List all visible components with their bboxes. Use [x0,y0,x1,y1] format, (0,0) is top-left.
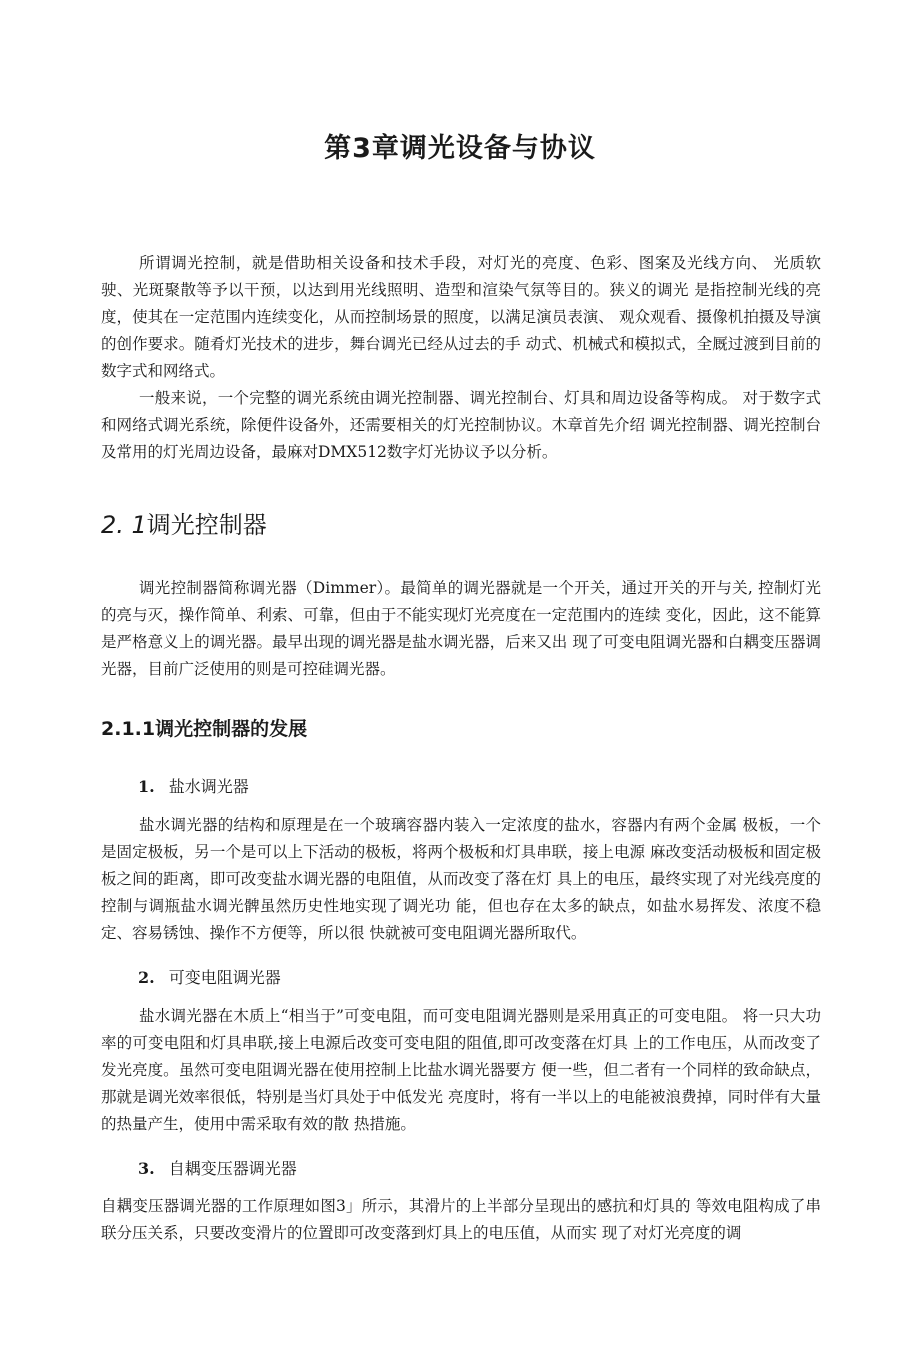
item-number: 2. [138,968,155,987]
item-heading-2 [138,965,281,988]
item-paragraph-1: 盐水调光器的结构和原理是在一个玻璃容器内装入一定浓度的盐水，容器内有两个金属 极板，一个是固定极板，另一个是可以上下活动的极板，将两个极板和灯具串联，接上电源 麻改变活动极板和固定极板之间的距离，即可改变盐水调光器的电阻值，从而改变了落在灯 具上的电压，最终实现了对光线亮度的控制与调瓶盐水调光髀虽然历史性地实现了调光功 能，但也存在太多的缺点，如盐水易挥发、浓度不稳定、容易锈蚀、操作不方便等，所以很 快就被可变电阻调光器所取代。 [101,816,821,942]
section-paragraph: 调光控制器简称调光器（Dimmer）。最简单的调光器就是一个开关，通过开关的开与关, 控制灯光的亮与灭，操作简单、利索、可靠，但由于不能实现灯光亮度在一定范围内的连续 变化，因此，这不能算是严格意义上的调光器。最早出现的调光器是盐水调光器，后来又出 现了可变电阻调光器和白耦变压器调光器，目前广泛使用的则是可控硅调光器。 [101,579,821,678]
subsection-heading: 2.1.1调光控制器的发展 [101,718,308,740]
item-paragraph-2: 盐水调光器在木质上“相当于”可变电阻，而可变电阻调光器则是采用真正的可变电阻。 将一只大功率的可变电阻和灯具串联,接上电源后改变可变电阻的阻值,即可改变落在灯具 上的工作电压，从而改变了发光亮度。虽然可变电阻调光器在使用控制上比盐水调光器要方 便一些，但二者有一个同样的致命缺点，那就是调光效率很低，特别是当灯具处于中低发光 亮度时，将有一半以上的电能被浪费掉，同时伴有大量的热量产生，使用中需采取有效的散 热措施。 [101,1007,821,1133]
item-heading-1 [138,774,249,797]
section-title: 调光控制器 [146,511,267,539]
section-heading [101,505,267,540]
item-title: 自耦变压器调光器 [168,1159,297,1178]
item-number: 1. [138,777,155,796]
item-title: 盐水调光器 [168,777,249,796]
item-number: 3. [138,1159,155,1178]
intro-paragraph-1: 所谓调光控制，就是借助相关设备和技术手段，对灯光的亮度、色彩、图案及光线方向、 光质软驶、光斑聚散等予以干预，以达到用光线照明、造型和渲染气氛等目的。狭义的调光 是指控制光线的亮度，使其在一定范围内连续变化，从而控制场景的照度，以满足演员表演、 观众观看、摄像机拍摄及导演的创作要求。随肴灯光技术的进步，舞台调光已经从过去的手 动式、机械式和模拟式，全厩过渡到目前的数字式和网络式。 [101,254,821,380]
section-number: 2. 1 [101,511,147,539]
item-heading-3 [138,1156,297,1179]
item-paragraph-3: 自耦变压器调光器的工作原理如图3」所示，其滑片的上半部分呈现出的感抗和灯具的 等效电阻构成了串联分压关系，只要改变滑片的位置即可改变落到灯具上的电压值，从而实 现了对灯光亮度的调 [101,1197,821,1242]
item-title: 可变电阻调光器 [168,968,281,987]
intro-paragraph-2: 一般来说，一个完整的调光系统由调光控制器、调光控制台、灯具和周边设备等构成。 对于数字式和网络式调光系统，除便件设备外，还需要相关的灯光控制协议。木章首先介绍 调光控制器、调光控制台及常用的灯光周边设备，最麻对DMX512数字灯光协议予以分析。 [101,389,821,461]
chapter-title: 第3章调光设备与协议 [324,133,596,164]
